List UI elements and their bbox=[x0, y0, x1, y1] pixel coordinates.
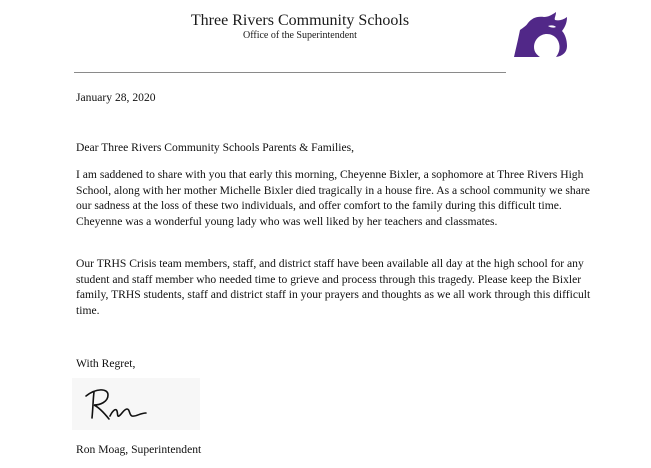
signer-name: Ron Moag, Superintendent bbox=[76, 443, 202, 456]
letter-paragraph-1: I am saddened to share with you that early this morning, Cheyenne Bixler, a sophomore at Three Rivers High School, along with her mother Michelle Bixler died tragically in a house fire. As a school community we share our sadness at the loss of these two individuals, and offer comfort to the family during this difficult time. Cheyenne was a wonderful young lady who was well liked by her teachers and classmates. bbox=[76, 168, 590, 228]
letterhead-title: Three Rivers Community Schools bbox=[190, 12, 410, 29]
handwritten-signature bbox=[72, 378, 200, 430]
letter-paragraph-2: Our TRHS Crisis team members, staff, and district staff have been available all day at the high school for any student and staff member who needed time to grieve and process through this tragedy. Please keep the Bixler family, TRHS students, staff and district staff in your prayers and thoughts as we all work through this difficult time. bbox=[76, 257, 591, 317]
letterhead-subtitle: Office of the Superintendent bbox=[243, 30, 357, 41]
letter-date: January 28, 2020 bbox=[76, 91, 156, 104]
letterhead-divider bbox=[74, 72, 506, 73]
letter-closing: With Regret, bbox=[76, 357, 136, 370]
letter-salutation: Dear Three Rivers Community Schools Parents & Families, bbox=[76, 141, 355, 154]
wildcat-logo-icon bbox=[512, 12, 570, 58]
